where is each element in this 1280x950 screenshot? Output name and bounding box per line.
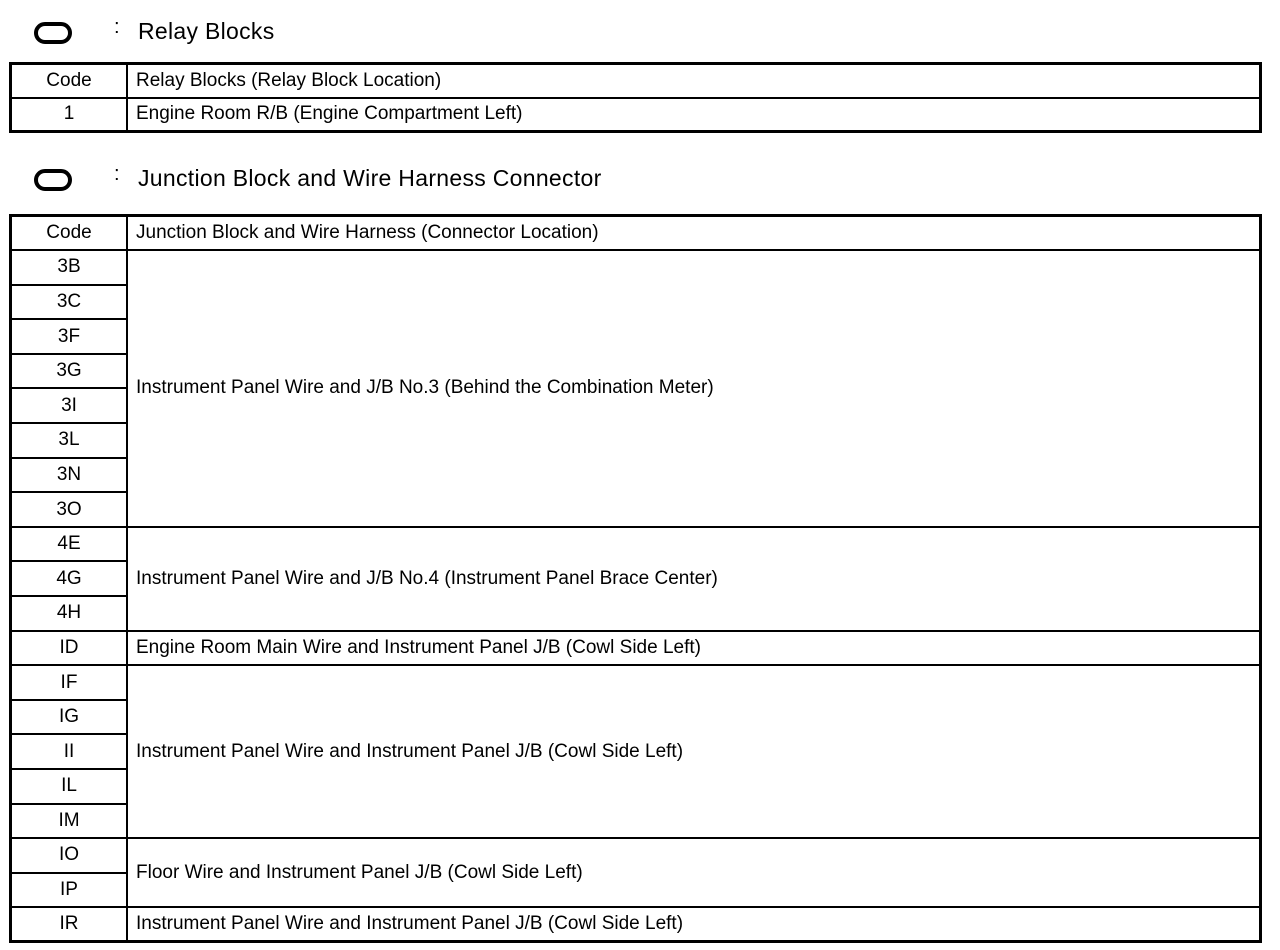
- relay-section-title: Relay Blocks: [138, 18, 275, 44]
- connector-location-cell: Instrument Panel Wire and Instrument Panel J/B (Cowl Side Left): [127, 665, 1261, 838]
- connector-symbol-icon: [34, 22, 72, 44]
- table-row: [11, 98, 1261, 132]
- table-row: [11, 250, 1261, 285]
- connector-code-cell: 4E: [11, 527, 128, 562]
- table-header-row: [11, 216, 1261, 251]
- connector-code-cell: 3I: [11, 388, 128, 423]
- description-column-header: Relay Blocks (Relay Block Location): [127, 64, 1261, 98]
- connector-location-cell: Instrument Panel Wire and J/B No.3 (Behind the Combination Meter): [127, 250, 1261, 527]
- relay-section-colon: :: [114, 16, 120, 38]
- connector-location-cell: Engine Room Main Wire and Instrument Panel J/B (Cowl Side Left): [127, 631, 1261, 666]
- code-column-header: Code: [11, 216, 128, 251]
- connector-code-cell: 3B: [11, 250, 128, 285]
- table-row: [11, 631, 1261, 666]
- code-column-header: Code: [11, 64, 128, 98]
- connector-location-cell: Floor Wire and Instrument Panel J/B (Cowl Side Left): [127, 838, 1261, 907]
- connector-code-cell: 4H: [11, 596, 128, 631]
- connector-code-cell: IM: [11, 804, 128, 839]
- connector-code-cell: IF: [11, 665, 128, 700]
- connector-location-cell: Instrument Panel Wire and J/B No.4 (Instrument Panel Brace Center): [127, 527, 1261, 631]
- connector-code-cell: 3O: [11, 492, 128, 527]
- junction-section-colon: :: [114, 163, 120, 185]
- relay-code-cell: 1: [11, 98, 128, 132]
- connector-code-cell: IP: [11, 873, 128, 908]
- connector-code-cell: 3G: [11, 354, 128, 389]
- connector-code-cell: IO: [11, 838, 128, 873]
- table-row: [11, 527, 1261, 562]
- connector-code-cell: 4G: [11, 561, 128, 596]
- connector-code-cell: IR: [11, 907, 128, 942]
- connector-code-cell: II: [11, 734, 128, 769]
- junction-block-table: [9, 214, 1262, 943]
- table-row: [11, 907, 1261, 942]
- connector-code-cell: ID: [11, 631, 128, 666]
- relay-description-cell: Engine Room R/B (Engine Compartment Left): [127, 98, 1261, 132]
- relay-section-header: [34, 16, 275, 48]
- table-row: [11, 838, 1261, 873]
- junction-section-title: Junction Block and Wire Harness Connector: [138, 165, 602, 191]
- junction-section-header: [34, 163, 602, 195]
- connector-code-cell: 3F: [11, 319, 128, 354]
- table-header-row: [11, 64, 1261, 98]
- table-row: [11, 665, 1261, 700]
- connector-symbol-icon: [34, 169, 72, 191]
- connector-code-cell: 3N: [11, 458, 128, 493]
- connector-code-cell: 3L: [11, 423, 128, 458]
- connector-location-cell: Instrument Panel Wire and Instrument Panel J/B (Cowl Side Left): [127, 907, 1261, 942]
- connector-code-cell: IG: [11, 700, 128, 735]
- description-column-header: Junction Block and Wire Harness (Connector Location): [127, 216, 1261, 251]
- connector-code-cell: IL: [11, 769, 128, 804]
- connector-code-cell: 3C: [11, 285, 128, 320]
- relay-blocks-table: [9, 62, 1262, 133]
